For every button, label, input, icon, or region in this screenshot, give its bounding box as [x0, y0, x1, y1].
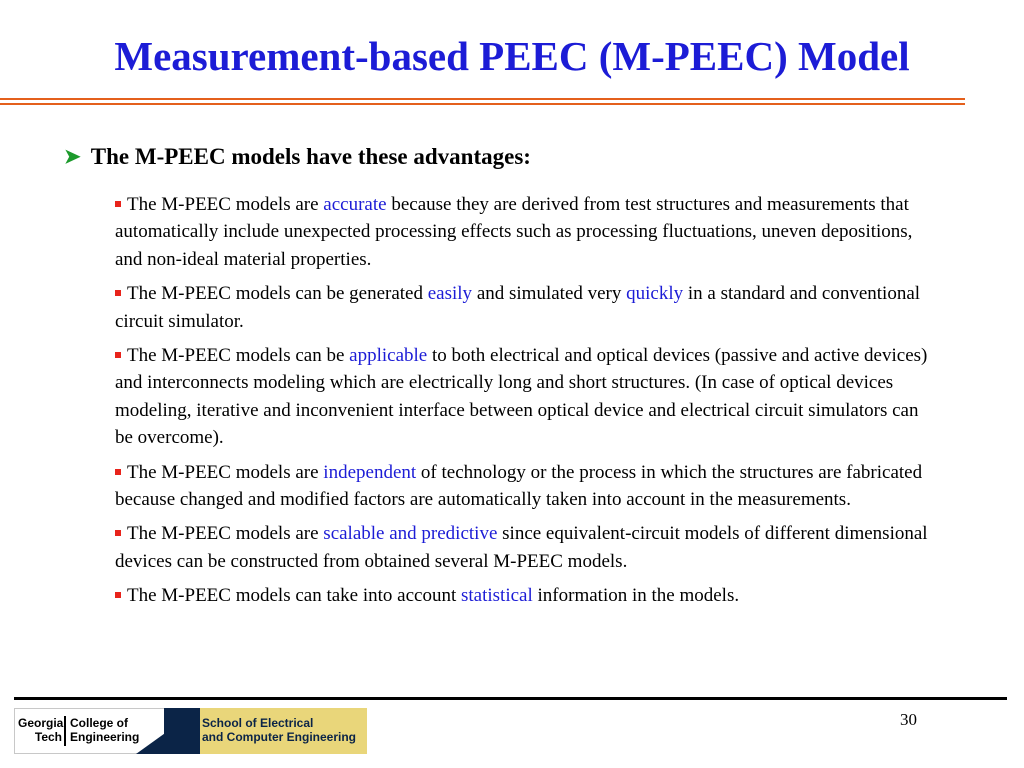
sub-bullet-keyword: independent [323, 461, 417, 483]
square-bullet-icon [115, 469, 121, 475]
square-bullet-icon [115, 530, 121, 536]
title-divider-lower [0, 103, 965, 105]
footer-divider [14, 697, 1007, 700]
sub-bullet-item [115, 342, 935, 452]
square-bullet-icon [115, 290, 121, 296]
logo-coe-line2: Engineering [70, 730, 140, 744]
sub-bullet-item [115, 520, 935, 575]
sub-bullet-item [115, 459, 935, 514]
square-bullet-icon [115, 592, 121, 598]
logo-georgia-tech-text [18, 716, 62, 744]
sub-bullet-item [115, 191, 935, 273]
sub-bullet-text: The M-PEEC models can be [127, 345, 350, 367]
sub-bullet-text: of technology or the process in which the structures are fabricated because changed and modified factors are automatically taken into account in the measurements. [115, 461, 923, 511]
sub-bullet-keyword: quickly [626, 283, 684, 305]
logo-gt-line2: Tech [34, 730, 62, 744]
sub-bullet-keyword: easily [427, 283, 473, 305]
main-bullet [64, 142, 531, 173]
logo-college-text [70, 716, 139, 744]
sub-bullet-text: The M-PEEC models can take into account [127, 585, 461, 607]
logo-coe-line1: College of [70, 716, 129, 730]
logo-slash-fill [164, 708, 200, 754]
sub-bullet-text: in a standard and conventional circuit simulator. [115, 283, 921, 332]
sub-bullet-text: The M-PEEC models are [127, 523, 324, 545]
square-bullet-icon [115, 352, 121, 358]
sub-bullet-keyword: scalable and predictive [323, 523, 498, 545]
sub-bullet-keyword: statistical [461, 585, 533, 607]
sub-bullet-text: to both electrical and optical devices (passive and active devices) and interconnects modeling which are electrically long and short structures. (In case of optical devices modeling, iterative and inconvenient interface between optical device and electrical circuit simulators can be overcome). [115, 345, 928, 449]
sub-bullet-text: The M-PEEC models are [127, 194, 324, 215]
sub-bullet-list [115, 191, 935, 617]
sub-bullet-text: The M-PEEC models can be generated [127, 283, 428, 305]
logo-divider [64, 716, 66, 746]
sub-bullet-text: and simulated very [472, 283, 627, 305]
title-divider-upper [0, 98, 965, 100]
logo-gt-line1: Georgia [18, 716, 64, 730]
sub-bullet-keyword: accurate [323, 194, 387, 215]
sub-bullet-text: information in the models. [532, 585, 740, 607]
square-bullet-icon [115, 201, 121, 207]
sub-bullet-item [115, 582, 935, 609]
logo-school-line1: School of Electrical [202, 716, 314, 730]
page-number: 30 [900, 710, 917, 729]
georgia-tech-ece-logo [14, 708, 367, 754]
sub-bullet-text: The M-PEEC models are [127, 461, 324, 483]
arrow-right-icon: ➤ [64, 146, 81, 168]
sub-bullet-keyword: applicable [349, 345, 428, 367]
slide-title: Measurement-based PEEC (M-PEEC) Model [114, 33, 910, 79]
logo-school-text [200, 708, 367, 754]
sub-bullet-item [115, 280, 935, 335]
main-bullet-text: The M-PEEC models have these advantages: [90, 144, 531, 169]
logo-school-line2: and Computer Engineering [202, 730, 357, 744]
sub-bullet-text: because they are derived from test structures and measurements that automatically include unexpected processing effects such as processing fluctuations, uneven depositions, and non-ideal material properties. [115, 194, 913, 270]
sub-bullet-text: since equivalent-circuit models of different dimensional devices can be constructed from obtained several M-PEEC models. [115, 523, 928, 572]
